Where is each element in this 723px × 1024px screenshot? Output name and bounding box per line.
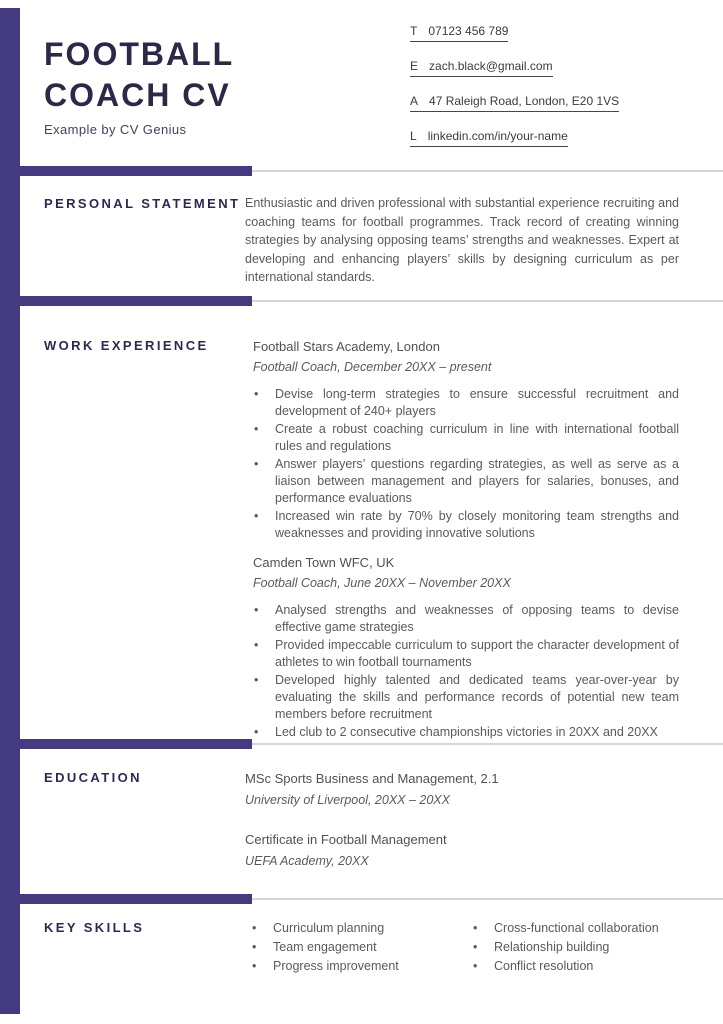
divider-work-experience bbox=[20, 296, 723, 306]
contact-linkedin-value: linkedin.com/in/your-name bbox=[427, 129, 568, 143]
job-employer: Football Stars Academy, London bbox=[253, 339, 440, 354]
work-experience-content bbox=[245, 338, 679, 742]
education-institution: UEFA Academy, 20XX bbox=[245, 854, 369, 868]
skill-item: • Cross-functional collaboration bbox=[466, 919, 681, 938]
job-role-dates: Football Coach, December 20XX – present bbox=[253, 360, 492, 374]
divider-accent-bar bbox=[20, 739, 252, 749]
bullet-item: • Developed highly talented and dedicated teams year-over-year by evaluating the skills and performance records of potential new team members before recruitment bbox=[245, 672, 679, 723]
section-heading-work-experience: WORK EXPERIENCE bbox=[44, 338, 209, 353]
job-employer: Camden Town WFC, UK bbox=[253, 555, 395, 570]
section-heading-education: EDUCATION bbox=[44, 770, 142, 785]
bullet-item: • Provided impeccable curriculum to support the character development of athletes to win football tournaments bbox=[245, 637, 679, 671]
key-skills-column-2 bbox=[466, 919, 681, 976]
skill-item: • Conflict resolution bbox=[466, 957, 681, 976]
contact-email[interactable] bbox=[410, 59, 710, 77]
skill-item: • Curriculum planning bbox=[245, 919, 460, 938]
education-qualification: Certificate in Football Management bbox=[245, 832, 447, 847]
page-title-line1: FOOTBALL bbox=[44, 36, 235, 72]
bullet-item: • Create a robust coaching curriculum in line with international football rules and regulations bbox=[245, 421, 679, 455]
contact-email-value: zach.black@gmail.com bbox=[429, 59, 553, 73]
education-entry-1 bbox=[245, 770, 679, 809]
divider-key-skills bbox=[20, 894, 723, 904]
skill-item: • Progress improvement bbox=[245, 957, 460, 976]
personal-statement-text: Enthusiastic and driven professional with substantial experience recruiting and coaching teams for football programmes. Track record of creating winning strategies by analysing opposing teams’ strengths and weaknesses. Expert at developing and enhancing players’ skills by designing curriculum as per international standards. bbox=[245, 196, 679, 285]
cv-header bbox=[44, 34, 234, 137]
contact-email-link[interactable] bbox=[410, 59, 553, 77]
contact-block bbox=[410, 24, 710, 147]
divider-accent-bar bbox=[20, 166, 252, 176]
job-bullet-list bbox=[245, 386, 679, 542]
education-entry-2 bbox=[245, 831, 679, 870]
bullet-item: • Led club to 2 consecutive championships victories in 20XX and 20XX bbox=[245, 724, 679, 741]
contact-prefix-address: A bbox=[410, 94, 419, 108]
left-accent-bar bbox=[0, 8, 20, 1014]
contact-linkedin-link[interactable] bbox=[410, 129, 568, 147]
job-entry-1 bbox=[245, 338, 679, 542]
bullet-item: • Increased win rate by 70% by closely monitoring team strengths and weaknesses and providing innovative solutions bbox=[245, 508, 679, 542]
divider-accent-bar bbox=[20, 296, 252, 306]
contact-prefix-email: E bbox=[410, 59, 419, 73]
page-title-line2: COACH CV bbox=[44, 77, 231, 113]
skill-item: • Relationship building bbox=[466, 938, 681, 957]
contact-phone[interactable] bbox=[410, 24, 710, 42]
divider-accent-bar bbox=[20, 894, 252, 904]
divider-personal-statement bbox=[20, 166, 723, 176]
education-qualification: MSc Sports Business and Management, 2.1 bbox=[245, 771, 499, 786]
contact-address[interactable] bbox=[410, 94, 710, 112]
contact-prefix-phone: T bbox=[410, 24, 418, 38]
bullet-item: • Analysed strengths and weaknesses of opposing teams to devise effective game strategies bbox=[245, 602, 679, 636]
key-skills-column-1 bbox=[245, 919, 460, 976]
page-title bbox=[44, 34, 234, 116]
contact-phone-link[interactable] bbox=[410, 24, 508, 42]
section-heading-personal-statement: PERSONAL STATEMENT bbox=[44, 196, 241, 211]
contact-phone-value: 07123 456 789 bbox=[428, 24, 509, 38]
contact-address-link[interactable] bbox=[410, 94, 619, 112]
page-subtitle: Example by CV Genius bbox=[44, 122, 187, 137]
bullet-item: • Answer players’ questions regarding strategies, as well as serve as a liaison between management and players for salaries, bonuses, and performance evaluations bbox=[245, 456, 679, 507]
job-entry-2 bbox=[245, 554, 679, 741]
education-content bbox=[245, 770, 679, 870]
job-bullet-list bbox=[245, 602, 679, 741]
job-role-dates: Football Coach, June 20XX – November 20XX bbox=[253, 576, 511, 590]
contact-prefix-linkedin: L bbox=[410, 129, 417, 143]
bullet-item: • Devise long-term strategies to ensure successful recruitment and development of 240+ players bbox=[245, 386, 679, 420]
skill-item: • Team engagement bbox=[245, 938, 460, 957]
contact-linkedin[interactable] bbox=[410, 129, 710, 147]
education-institution: University of Liverpool, 20XX – 20XX bbox=[245, 793, 450, 807]
contact-address-value: 47 Raleigh Road, London, E20 1VS bbox=[429, 94, 620, 108]
section-heading-key-skills: KEY SKILLS bbox=[44, 920, 145, 935]
